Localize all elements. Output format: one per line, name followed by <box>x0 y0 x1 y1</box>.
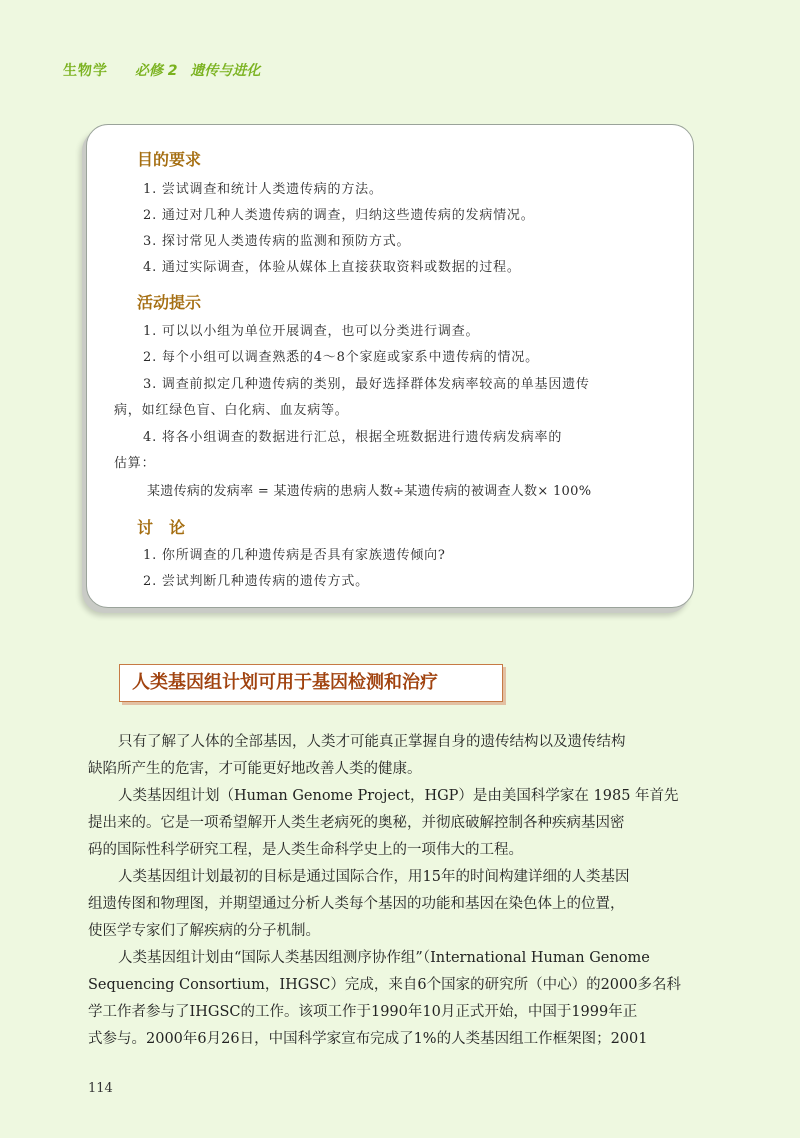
objective-line: 4. 通过实际调查，体验从媒体上直接获取资料或数据的过程。 <box>143 260 521 275</box>
header-book: 必修 2 <box>134 63 178 79</box>
body-line: 只有了解了人体的全部基因，人类才可能真正掌握自身的遗传结构以及遗传结构 <box>118 734 626 750</box>
body-line: 提出来的。它是一项希望解开人类生老病死的奥秘，并彻底破解控制各种疾病基因密 <box>88 815 625 831</box>
objective-line: 3. 探讨常见人类遗传病的监测和预防方式。 <box>143 234 411 249</box>
discussion-line: 1. 你所调查的几种遗传病是否具有家族遗传倾向? <box>143 548 446 563</box>
section-heading: 人类基因组计划可用于基因检测和治疗 <box>119 664 503 702</box>
discussion-line: 2. 尝试判断几种遗传病的遗传方式。 <box>143 574 369 589</box>
body-line: 学工作者参与了IHGSC的工作。该项工作于1990年10月正式开始，中国于1999年正 <box>88 1004 638 1020</box>
hint-line: 病，如红绿色盲、白化病、血友病等。 <box>114 403 349 418</box>
body-line: 式参与。2000年6月26日，中国科学家宣布完成了1%的人类基因组工作框架图；2001 <box>88 1031 648 1047</box>
body-line: 使医学专家们了解疾病的分子机制。 <box>88 923 320 939</box>
body-line: Sequencing Consortium，IHGSC）完成，来自6个国家的研究所（中心）的2000多名科 <box>88 977 681 993</box>
body-line: 人类基因组计划最初的目标是通过国际合作，用15年的时间构建详细的人类基因 <box>118 869 630 885</box>
body-line: 人类基因组计划由“国际人类基因组测序协作组”（International Human Genome <box>118 950 650 966</box>
page-header <box>63 60 260 80</box>
objective-line: 2. 通过对几种人类遗传病的调查，归纳这些遗传病的发病情况。 <box>143 208 535 223</box>
section-title-discussion: 讨 论 <box>137 518 186 537</box>
section-title-objectives: 目的要求 <box>137 150 202 169</box>
header-chapter: 遗传与进化 <box>190 63 261 79</box>
body-line: 码的国际性科学研究工程，是人类生命科学史上的一项伟大的工程。 <box>88 842 523 858</box>
hint-line: 4. 将各小组调查的数据进行汇总，根据全班数据进行遗传病发病率的 <box>143 430 563 445</box>
page-number: 114 <box>88 1081 113 1096</box>
hint-line: 3. 调查前拟定几种遗传病的类别，最好选择群体发病率较高的单基因遗传 <box>143 377 590 392</box>
formula-line: 某遗传病的发病率 = 某遗传病的患病人数÷某遗传病的被调查人数× 100% <box>147 484 592 499</box>
body-line: 组遗传图和物理图，并期望通过分析人类每个基因的功能和基因在染色体上的位置， <box>88 896 625 912</box>
body-line: 人类基因组计划（Human Genome Project，HGP）是由美国科学家在 1985 年首先 <box>118 788 679 804</box>
hint-line: 估算： <box>114 456 156 471</box>
hint-line: 1. 可以以小组为单位开展调查，也可以分类进行调查。 <box>143 324 480 339</box>
section-title-hints: 活动提示 <box>137 293 202 312</box>
header-subject: 生物学 <box>63 63 108 79</box>
body-line: 缺陷所产生的危害，才可能更好地改善人类的健康。 <box>88 761 422 777</box>
hint-line: 2. 每个小组可以调查熟悉的4～8个家庭或家系中遗传病的情况。 <box>143 350 539 365</box>
objective-line: 1. 尝试调查和统计人类遗传病的方法。 <box>143 182 383 197</box>
